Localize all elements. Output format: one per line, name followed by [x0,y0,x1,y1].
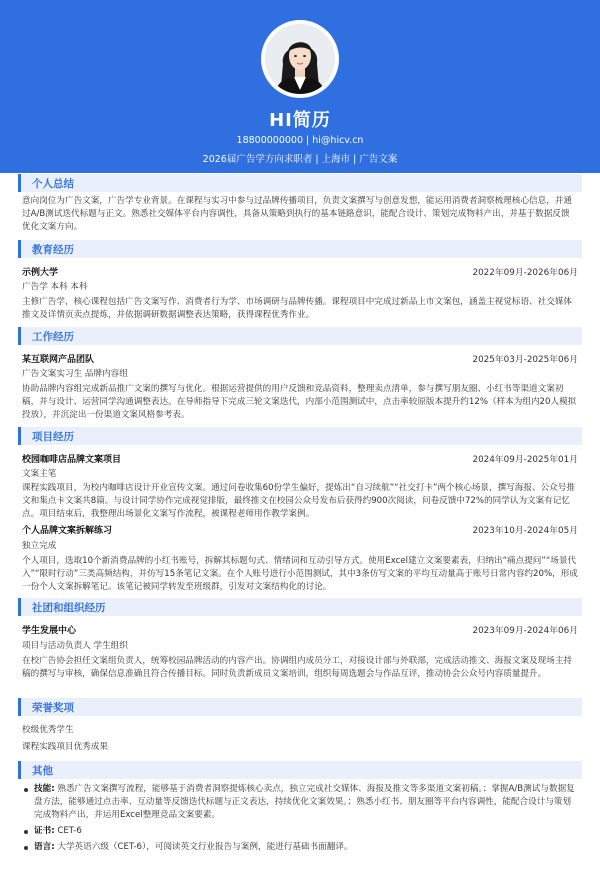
education-date: 2022年09月-2026年06月 [472,268,578,278]
section-title: 项目经历 [32,431,74,443]
project-date: 2024年09月-2025年01月 [472,455,578,465]
project-role: 独立完成 [22,541,57,551]
item-text: 熟悉广告文案撰写流程，能够基于消费者洞察提炼核心卖点，独立完成社交媒体、海报及推文等多渠道文案初稿。；掌握A/B测试与数据复盘方法，能够通过点击率、互动量等反馈迭代标题与正文表达，持续优化文案效果。；熟悉小红书、朋友圈等平台内容调性，能配合设计与策划完成物料产出，并运用Excel整理竞品文案要素。 [34,784,575,820]
section-title: 教育经历 [32,244,74,256]
list-item [22,825,578,838]
education-description: 主修广告学，核心课程包括广告文案写作、消费者行为学、市场调研与品牌传播。课程项目中完成过新品上市文案包，涵盖主视觉标语、社交媒体推文及详情页卖点提炼，并依据调研数据调整表达策略，获得课程优秀作业。 [22,297,573,320]
section-accent-bar [18,327,21,345]
section-title: 个人总结 [32,178,74,190]
section-title: 社团和组织经历 [32,602,106,614]
award-item: 课程实践项目优秀成果 [22,742,108,752]
section-accent-bar [18,698,21,716]
section-accent-bar [18,427,21,445]
project-role: 文案主笔 [22,469,57,479]
list-item [22,841,578,854]
project-name: 校园咖啡店品牌文案项目 [22,455,122,465]
school-name: 示例大学 [22,268,59,278]
item-text: 大学英语六级（CET-6），可阅读英文行业报告与案例，能进行基础书面翻译。 [57,842,353,852]
section-header-work [18,327,582,345]
resume-header [0,0,600,173]
bullet-dot [24,846,28,850]
others-list [22,783,578,854]
section-title: 荣誉奖项 [32,702,74,714]
project-description: 课程实践项目，为校内咖啡店设计开业宣传文案。通过问卷收集60份学生偏好，提炼出“自习续航”“社交打卡”两个核心场景，撰写海报、公众号推文和集点卡文案共8篇。与设计同学协作完成视觉排版，最终推文在校园公众号发布后获得约900次阅读，问卷反馈中72%的同学认为文案有记忆点。项目结束后，我整理出场景化文案写作流程，被课程老师用作教学案例。 [22,483,575,519]
section-header-awards [18,698,582,716]
section-accent-bar [18,174,21,192]
project-name: 个人品牌文案拆解练习 [22,526,113,536]
section-header-education [18,240,582,258]
work-date: 2025年03月-2025年06月 [472,355,578,365]
avatar-frame [261,20,339,98]
section-header-summary [18,174,582,192]
organization-name: 学生发展中心 [22,626,77,636]
section-title: 其他 [32,765,53,777]
section-header-projects [18,427,582,445]
item-label: 技能: [34,784,55,794]
job-intent: 2026届广告学方向求职者 | 上海市 | 广告文案 [202,154,398,165]
section-title: 工作经历 [32,331,74,343]
project-date: 2023年10月-2024年05月 [472,526,578,536]
item-label: 语言: [34,842,55,852]
list-item [22,783,578,822]
work-description: 协助品牌内容组完成新品推广文案的撰写与优化。根据运营提供的用户反馈和竞品资料，整理卖点清单，参与撰写朋友圈、小红书等渠道文案初稿，并与设计、运营同学沟通调整表达。在导师指导下完成三轮文案迭代，内部小范围测试中，点击率较原版本提升约12%（样本为组内20人模拟投放），并沉淀出一份渠道文案风格参考表。 [22,384,577,420]
section-accent-bar [18,761,21,779]
campus-description: 在校广告协会担任文案组负责人，统筹校园品牌活动的内容产出。协调组内成员分工，对接设计部与外联部，完成活动推文、海报文案及现场主持稿的撰写与审核，确保信息准确且符合传播目标。同时负责新成员文案培训，组织每周选题会与作品互评，推动协会公众号内容质量提升。 [22,656,573,679]
company-name: 某互联网产品团队 [22,355,95,365]
education-degree: 广告学 本科 本科 [22,282,88,292]
avatar [265,24,335,94]
section-accent-bar [18,598,21,616]
section-accent-bar [18,240,21,258]
item-label: 证书: [34,826,55,836]
bullet-dot [24,830,28,834]
summary-text: 意向岗位为广告文案，广告学专业背景。在课程与实习中参与过品牌传播项目，负责文案撰写与创意发想，能运用消费者洞察梳理核心信息，并通过A/B测试迭代标题与正文。熟悉社交媒体平台内容调性，具备从策略到执行的基本链路意识，能配合设计、策划完成物料产出，并基于数据反馈优化文案方向。 [22,196,573,232]
project-description: 个人项目，选取10个新消费品牌的小红书账号，拆解其标题句式、情绪词和互动引导方式。使用Excel建立文案要素表，归纳出“痛点提问”“场景代入”“限时行动”三类高频结构，并仿写15条笔记文案。在个人账号进行小范围测试，其中3条仿写文案的平均互动量高于账号日常内容约20%，形成一份个人文案拆解笔记。该笔记被同学转发至班级群，引发对文案结构化的讨论。 [22,556,578,592]
candidate-name: HI简历 [269,110,331,131]
bullet-dot [24,788,28,792]
section-header-others [18,761,582,779]
contact-info: 18800000000 | hi@hicv.cn [236,135,364,146]
work-role: 广告文案实习生 品牌内容组 [22,369,128,379]
campus-role: 项目与活动负责人 学生组织 [22,641,128,651]
campus-date: 2023年09月-2024年06月 [472,626,578,636]
award-item: 校级优秀学生 [22,725,74,735]
item-text: CET-6 [57,826,82,836]
section-header-campus [18,598,582,616]
